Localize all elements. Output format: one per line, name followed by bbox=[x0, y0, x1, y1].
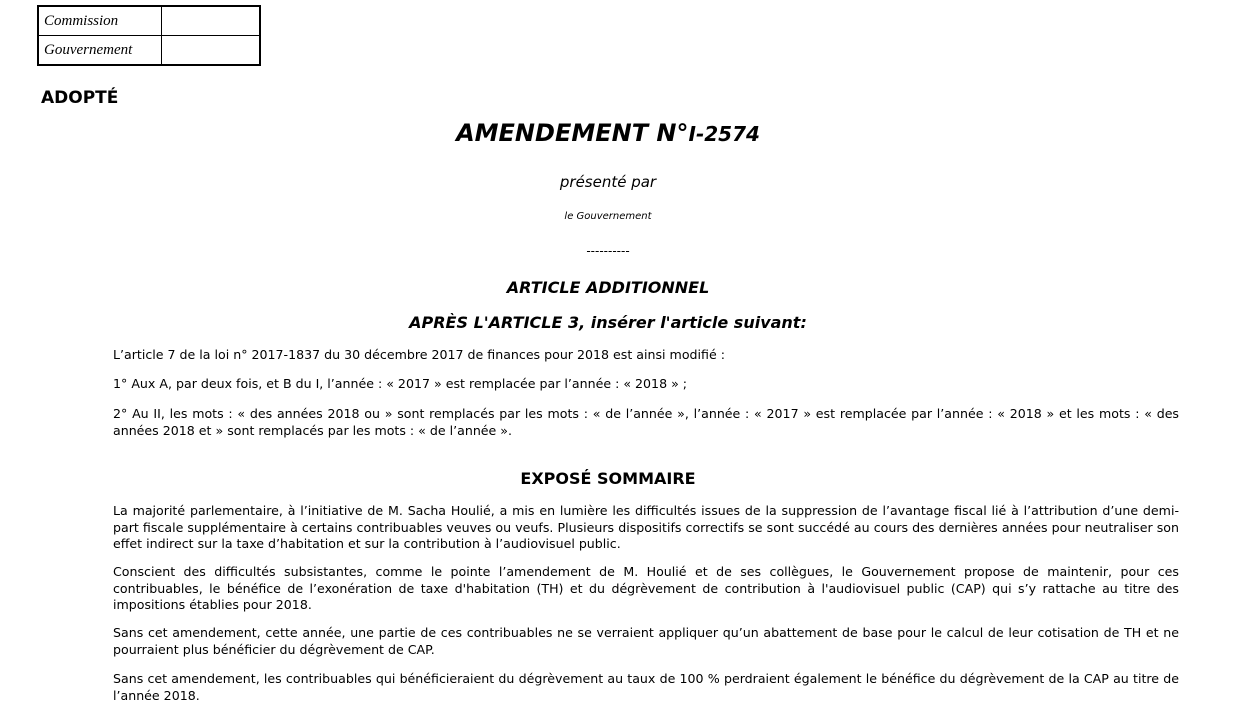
status-table bbox=[37, 5, 261, 66]
summary-paragraph: La majorité parlementaire, à l’initiative de M. Sacha Houlié, a mis en lumière les difficultés issues de la suppression de l’avantage fiscal lié à l’attribution d’une demi-part fiscale supplémentaire à certains contribuables veuves ou veufs. Plusieurs dispositifs correctifs se sont succédé au cours des dernières années pour neutraliser son effet indirect sur la taxe d’habitation et sur la contribution à l’audiovisuel public. bbox=[113, 503, 1179, 551]
amendment-number: I-2574 bbox=[688, 122, 760, 146]
separator: ---------- bbox=[586, 244, 630, 258]
adoption-status: ADOPTÉ bbox=[41, 88, 119, 108]
article-paragraph: 1° Aux A, par deux fois, et B du I, l’année : « 2017 » est remplacée par l’année : « 2018 » ; bbox=[113, 376, 688, 391]
status-label-gouvernement: Gouvernement bbox=[38, 36, 162, 66]
author: le Gouvernement bbox=[564, 211, 652, 222]
article-paragraph: L’article 7 de la loi n° 2017-1837 du 30 décembre 2017 de finances pour 2018 est ainsi modifié : bbox=[113, 347, 725, 362]
status-label-commission: Commission bbox=[38, 6, 162, 36]
article-position-heading: APRÈS L'ARTICLE 3, insérer l'article suivant: bbox=[409, 313, 807, 332]
status-value-gouvernement bbox=[162, 36, 261, 66]
amendment-title bbox=[0, 119, 1216, 147]
status-row-commission bbox=[38, 6, 260, 36]
summary-heading: EXPOSÉ SOMMAIRE bbox=[520, 469, 696, 488]
article-type-heading: ARTICLE ADDITIONNEL bbox=[506, 278, 710, 297]
summary-paragraph: Sans cet amendement, les contribuables qui bénéficieraient du dégrèvement au taux de 100 % perdraient également le bénéfice du dégrèvement de la CAP au titre de l’année 2018. bbox=[113, 671, 1179, 703]
amendment-title-prefix: AMENDEMENT N° bbox=[456, 119, 689, 147]
summary-paragraph: Conscient des difficultés subsistantes, comme le pointe l’amendement de M. Houlié et de ses collègues, le Gouvernement propose de maintenir, pour ces contribuables, le bénéfice de l’exonération de taxe d'habitation (TH) et du dégrèvement de contribution à l'audiovisuel public (CAP) qui s’y rattache au titre des impositions établies pour 2018. bbox=[113, 564, 1179, 612]
presented-by: présenté par bbox=[559, 173, 657, 191]
summary-paragraph: Sans cet amendement, cette année, une partie de ces contribuables ne se verraient appliquer qu’un abattement de base pour le calcul de leur cotisation de TH et ne pourraient plus bénéficier du dégrèvement de CAP. bbox=[113, 625, 1179, 657]
status-row-gouvernement bbox=[38, 36, 260, 66]
article-paragraph: 2° Au II, les mots : « des années 2018 ou » sont remplacés par les mots : « de l’année », l’année : « 2017 » est remplacée par l’année : « 2018 » et les mots : « des années 2018 et » sont remplacés par les mots : « de l’année ». bbox=[113, 406, 1179, 438]
status-value-commission bbox=[162, 6, 261, 36]
